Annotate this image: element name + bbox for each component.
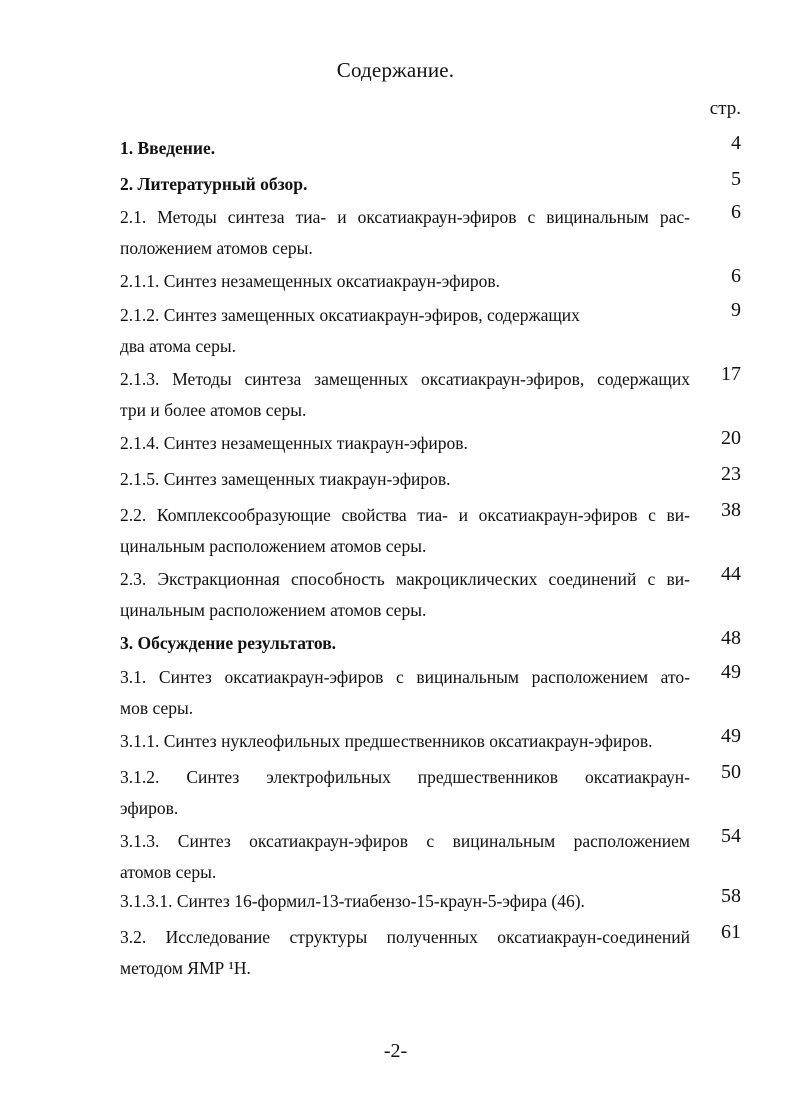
- toc-page-number: 4: [731, 132, 741, 154]
- toc-entry-line: цинальным расположением атомов серы.: [120, 600, 427, 620]
- toc-entry: [120, 133, 690, 164]
- toc-entry-line: 3.1.2. Синтез электрофильных предшественников оксатиакраун-: [120, 767, 690, 787]
- toc-page-number: 58: [721, 885, 741, 907]
- toc-entry: [120, 500, 690, 562]
- toc-page-number: 20: [721, 427, 741, 449]
- page-number-footer: -2-: [383, 1040, 408, 1062]
- toc-entry-line: 2. Литературный обзор.: [120, 174, 308, 194]
- toc-entry: [120, 202, 690, 264]
- toc-entry-line: 2.1.4. Синтез незамещенных тиакраун-эфиров.: [120, 433, 468, 453]
- toc-page-number: 50: [721, 761, 741, 783]
- toc-entry-line: 2.1.2. Синтез замещенных оксатиакраун-эфиров, содержащих: [120, 305, 580, 325]
- toc-entry-line: 3.1.3.1. Синтез 16-формил-13-тиабензо-15-краун-5-эфира (46).: [120, 891, 585, 911]
- toc-entry-line: атомов серы.: [120, 862, 217, 882]
- toc-entry: [120, 726, 690, 757]
- toc-page-number: 49: [721, 725, 741, 747]
- toc-entry-line: методом ЯМР ¹Н.: [120, 958, 251, 978]
- toc-entry-line: 3.2. Исследование структуры полученных оксатиакраун-соединений: [120, 927, 690, 947]
- toc-entry-line: положением атомов серы.: [120, 238, 313, 258]
- toc-entry-line: 3. Обсуждение результатов.: [120, 633, 337, 653]
- toc-entry-line: два атома серы.: [120, 336, 236, 356]
- toc-page-number: 48: [721, 627, 741, 649]
- toc-entry-line: эфиров.: [120, 798, 179, 818]
- toc-entry-line: 3.1.1. Синтез нуклеофильных предшественников оксатиакраун-эфиров.: [120, 731, 653, 751]
- page-title: Содержание.: [336, 58, 455, 82]
- toc-entry-line: три и более атомов серы.: [120, 400, 307, 420]
- toc-entry: [120, 266, 690, 297]
- toc-entry: [120, 662, 690, 724]
- toc-entry-line: 2.2. Комплексообразующие свойства тиа- и оксатиакраун-эфиров с ви-: [120, 505, 690, 525]
- toc-page-number: 6: [731, 265, 741, 287]
- toc-entry-line: 1. Введение.: [120, 138, 216, 158]
- toc-entry-line: 2.1. Методы синтеза тиа- и оксатиакраун-эфиров с вицинальным рас-: [120, 207, 690, 227]
- toc-page-number: 38: [721, 499, 741, 521]
- toc-entry: [120, 886, 690, 917]
- toc-page-number: 44: [721, 563, 741, 585]
- toc-entry: [120, 564, 690, 626]
- toc-page-number: 5: [731, 168, 741, 190]
- toc-page-number: 61: [721, 921, 741, 943]
- toc-entry: [120, 628, 690, 659]
- toc-page-number: 17: [721, 363, 741, 385]
- toc-entry: [120, 922, 690, 984]
- toc-entry-line: 2.1.5. Синтез замещенных тиакраун-эфиров.: [120, 469, 451, 489]
- toc-page-number: 54: [721, 825, 741, 847]
- toc-entry-line: цинальным расположением атомов серы.: [120, 536, 427, 556]
- toc-entry: [120, 364, 690, 426]
- toc-entry-line: 2.3. Экстракционная способность макроциклических соединений с ви-: [120, 569, 690, 589]
- toc-page-number: 49: [721, 661, 741, 683]
- toc-page-number: 23: [721, 463, 741, 485]
- toc-entry: [120, 464, 690, 495]
- toc-page-number: 9: [731, 299, 741, 321]
- toc-entry: [120, 826, 690, 888]
- toc-entry: [120, 428, 690, 459]
- page-column-header: стр.: [709, 98, 741, 119]
- toc-entry: [120, 762, 690, 824]
- toc-entry-line: 2.1.1. Синтез незамещенных оксатиакраун-эфиров.: [120, 271, 501, 291]
- toc-entry-line: 3.1.3. Синтез оксатиакраун-эфиров с вицинальным расположением: [120, 831, 690, 851]
- toc-page-number: 6: [731, 201, 741, 223]
- toc-entry-line: 3.1. Синтез оксатиакраун-эфиров с вицинальным расположением ато-: [120, 667, 690, 687]
- toc-entry: [120, 169, 690, 200]
- toc-entry: [120, 300, 690, 362]
- toc-entry-line: мов серы.: [120, 698, 194, 718]
- toc-entry-line: 2.1.3. Методы синтеза замещенных оксатиакраун-эфиров, содержащих: [120, 369, 690, 389]
